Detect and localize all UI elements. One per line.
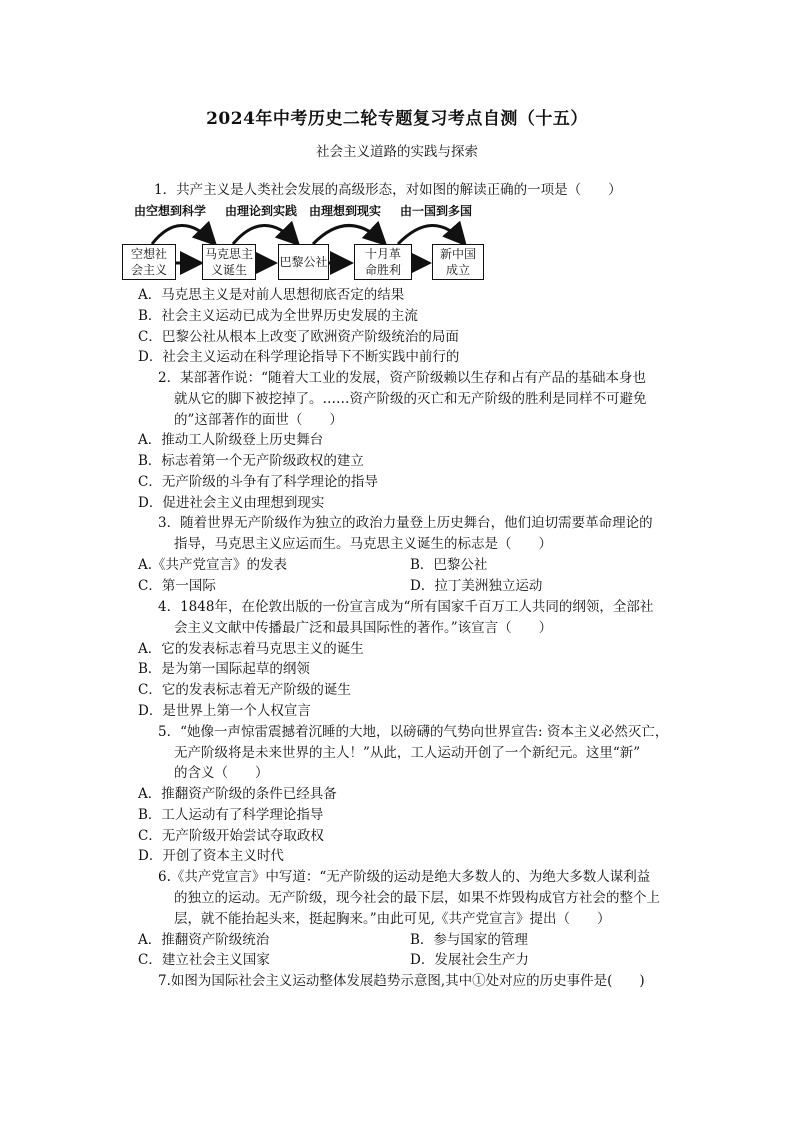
q6-option-d: D．发展社会生产力	[410, 952, 529, 968]
q2-option-a: A．推动工人阶级登上历史舞台	[138, 432, 324, 448]
q1-diagram	[118, 200, 498, 285]
q2-stem-line-1: 2．某部著作说：“随着大工业的发展，资产阶级赖以生存和占有产品的基础本身也	[158, 370, 646, 386]
q2-option-d: D．促进社会主义由理想到现实	[138, 495, 325, 511]
q5-option-d: D．开创了资本主义时代	[138, 848, 284, 864]
q3-stem-line-1: 3．随着世界无产阶级作为独立的政治力量登上历史舞台，他们迫切需要革命理论的	[158, 515, 653, 531]
q4-stem-line-1: 4．1848年，在伦敦出版的一份宣言成为“所有国家千百万工人共同的纲领，全部社	[158, 599, 654, 615]
node-october-revolution: 十月革 命胜利	[354, 244, 412, 280]
page-subtitle: 社会主义道路的实践与探索	[316, 144, 478, 160]
node-utopian-socialism: 空想社 会主义	[122, 244, 176, 280]
q6-option-c: C．建立社会主义国家	[138, 952, 270, 968]
q2-stem-line-3: 的”这部著作的面世（ ）	[174, 412, 343, 428]
q5-option-b: B．工人运动有了科学理论指导	[138, 807, 324, 823]
q4-stem-line-2: 会主义文献中传播最广泛和最具国际性的著作。”该宣言（ ）	[174, 620, 553, 636]
q6-stem-line-1: 6.《共产党宣言》中写道：“无产阶级的运动是绝大多数人的、为绝大多数人谋利益	[158, 869, 651, 885]
q2-stem-line-2: 就从它的脚下被挖掉了。……资产阶级的灭亡和无产阶级的胜利是同样不可避免	[174, 391, 647, 407]
q6-stem-line-3: 层，就不能抬起头来，挺起胸来。”由此可见,《共产党宣言》提出（ ）	[174, 911, 611, 927]
q4-option-a: A．它的发表标志着马克思主义的诞生	[138, 641, 364, 657]
q3-option-c: C．第一国际	[138, 578, 216, 594]
q6-option-b: B．参与国家的管理	[410, 932, 528, 948]
q5-stem-line-3: 的含义（ ）	[174, 765, 269, 781]
q3-option-a: A.《共产党宣言》的发表	[138, 557, 288, 573]
arc-label-1: 由空想到科学	[134, 204, 207, 218]
arc-label-3: 由理想到现实	[309, 204, 382, 218]
node-new-china: 新中国 成立	[432, 244, 484, 280]
q3-option-d: D．拉丁美洲独立运动	[410, 578, 543, 594]
q6-option-a: A．推翻资产阶级统治	[138, 932, 270, 948]
node-marxism-birth: 马克思主 义诞生	[202, 244, 256, 280]
q7-stem: 7.如图为国际社会主义运动整体发展趋势示意图,其中①处对应的历史事件是( )	[158, 973, 645, 989]
q4-option-b: B．是为第一国际起草的纲领	[138, 661, 310, 677]
q6-stem-line-2: 的独立的运动。无产阶级，现今社会的最下层，如果不炸毁构成官方社会的整个上	[174, 890, 660, 906]
q2-option-b: B．标志着第一个无产阶级政权的建立	[138, 453, 364, 469]
q4-option-c: C．它的发表标志着无产阶级的诞生	[138, 682, 351, 698]
page-title: 2024年中考历史二轮专题复习考点自测（十五）	[206, 109, 588, 129]
q1-option-d: D．社会主义运动在科学理论指导下不断实践中前行的	[138, 349, 460, 365]
q1-option-a: A．马克思主义是对前人思想彻底否定的结果	[138, 287, 405, 303]
q1-stem: 1．共产主义是人类社会发展的高级形态，对如图的解读正确的一项是（ ）	[154, 182, 622, 198]
q5-stem-line-2: 无产阶级将是未来世界的主人！”从此，工人运动开创了一个新纪元。这里“新”	[174, 745, 641, 761]
q2-option-c: C．无产阶级的斗争有了科学理论的指导	[138, 474, 378, 490]
node-paris-commune: 巴黎公社	[278, 244, 329, 280]
q3-option-b: B．巴黎公社	[410, 557, 488, 573]
q5-option-c: C．无产阶级开始尝试夺取政权	[138, 828, 324, 844]
arc-label-4: 由一国到多国	[400, 204, 473, 218]
q1-option-c: C．巴黎公社从根本上改变了欧洲资产阶级统治的局面	[138, 329, 459, 345]
q3-stem-line-2: 指导，马克思主义应运而生。马克思主义诞生的标志是（ ）	[174, 536, 552, 552]
arc-label-2: 由理论到实践	[225, 204, 298, 218]
q5-option-a: A．推翻资产阶级的条件已经具备	[138, 786, 337, 802]
q4-option-d: D．是世界上第一个人权宣言	[138, 703, 311, 719]
q5-stem-line-1: 5．“她像一声惊雷震撼着沉睡的大地，以磅礴的气势向世界宣告: 资本主义必然灭亡，	[158, 724, 669, 740]
q1-option-b: B．社会主义运动已成为全世界历史发展的主流	[138, 308, 418, 324]
